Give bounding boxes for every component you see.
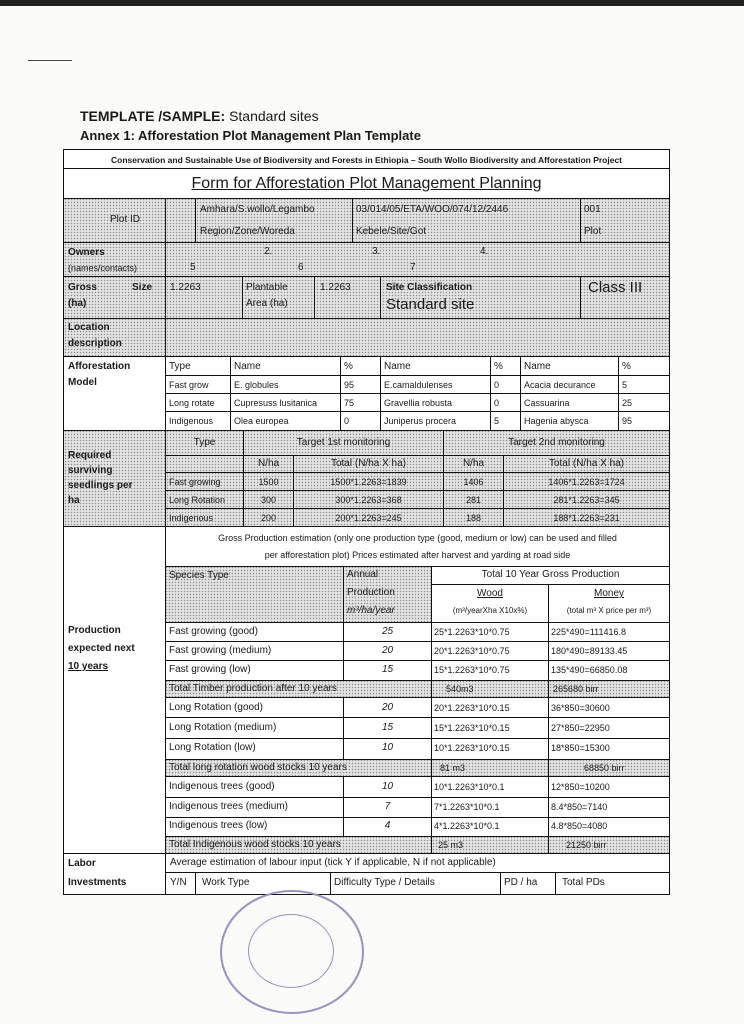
model-row-pct: 25 bbox=[622, 398, 633, 408]
seedlings-row-n1: 300 bbox=[260, 495, 277, 505]
production-total-label: Total long rotation wood stocks 10 years bbox=[169, 762, 347, 773]
wood-header: Wood bbox=[477, 588, 503, 599]
production-money: 225*490=111416.8 bbox=[551, 627, 626, 637]
gross-size-value: 1.2263 bbox=[170, 282, 201, 293]
site-class-label: Site Classification bbox=[386, 282, 473, 293]
official-stamp-inner bbox=[248, 914, 334, 988]
production-wood: 20*1.2263*10*0.15 bbox=[434, 703, 510, 713]
production-annual: 20 bbox=[381, 645, 394, 656]
seedlings-row-type: Fast growing bbox=[169, 477, 221, 487]
model-row-name: E.camaldulenses bbox=[384, 380, 453, 390]
production-annual: 4 bbox=[384, 820, 391, 831]
production-label-2: expected next bbox=[68, 643, 135, 654]
production-species: Indigenous trees (medium) bbox=[169, 801, 288, 812]
production-wood: 15*1.2263*10*0.15 bbox=[434, 723, 510, 733]
model-row-type: Fast grow bbox=[169, 380, 209, 390]
production-annual: 20 bbox=[381, 702, 394, 713]
project-title: Conservation and Sustainable Use of Biodiversity and Forests in Ethiopia – South Wollo Biodiversity and Afforestation Project bbox=[110, 155, 623, 165]
model-type-header: Type bbox=[169, 361, 191, 372]
production-label: Production bbox=[68, 625, 121, 636]
seedlings-row-t1: 300*1.2263=368 bbox=[335, 495, 402, 505]
total-header-1: Total (N/ha X ha) bbox=[330, 458, 407, 469]
production-money: 27*850=22950 bbox=[551, 723, 610, 733]
seedlings-row-t1: 1500*1.2263=1839 bbox=[330, 477, 407, 487]
gross-size-shading bbox=[64, 276, 669, 318]
production-wood: 20*1.2263*10*0.75 bbox=[434, 646, 510, 656]
location-shading bbox=[64, 318, 669, 356]
money-header: Money bbox=[593, 588, 624, 599]
model-name-header-3: Name bbox=[524, 361, 551, 372]
production-species: Indigenous trees (low) bbox=[169, 820, 268, 831]
production-money: 4.8*850=4080 bbox=[551, 821, 608, 831]
plantable-label: Plantable bbox=[246, 282, 288, 293]
production-money: 8.4*850=7140 bbox=[551, 802, 608, 812]
owner-slot-7: 7 bbox=[410, 262, 416, 273]
plot-id-label: Plot ID bbox=[110, 214, 141, 225]
labor-label: Labor bbox=[68, 858, 96, 869]
owner-slot-6: 6 bbox=[298, 262, 304, 273]
seedlings-row-t2: 188*1.2263=231 bbox=[553, 513, 620, 523]
production-annual: 15 bbox=[381, 664, 394, 675]
production-annual: 25 bbox=[381, 626, 394, 637]
kebele-label: Kebele/Site/Got bbox=[356, 226, 427, 237]
owner-slot-4: 4. bbox=[480, 246, 489, 257]
model-row-pct: 0 bbox=[494, 380, 500, 390]
model-row-name: Cassuarina bbox=[524, 398, 570, 408]
form-title: Form for Afforestation Plot Management Planning bbox=[191, 175, 542, 192]
total-production-header: Total 10 Year Gross Production bbox=[481, 569, 620, 580]
production-intro-1: Gross Production estimation (only one production type (good, medium or low) can be used and filled bbox=[218, 533, 617, 543]
production-money: 135*490=66850.08 bbox=[551, 665, 628, 675]
production-species: Long Rotation (low) bbox=[169, 742, 256, 753]
production-money: 12*850=10200 bbox=[551, 782, 610, 792]
model-pct-header-1: % bbox=[344, 361, 353, 372]
target-1-header: Target 1st monitoring bbox=[296, 437, 391, 448]
seedlings-label-4: ha bbox=[68, 495, 80, 506]
production-money: 180*490=89133.45 bbox=[551, 646, 628, 656]
production-wood: 7*1.2263*10*0.1 bbox=[434, 802, 500, 812]
annual-header-2: Production bbox=[347, 587, 395, 598]
kebele-value: 03/014/05/ETA/WOO/074/12/2446 bbox=[356, 204, 509, 215]
production-wood: 10*1.2263*10*0.1 bbox=[434, 782, 505, 792]
owners-sublabel: (names/contacts) bbox=[68, 263, 138, 273]
plantable-value: 1.2263 bbox=[320, 282, 351, 293]
seedlings-row-t2: 1406*1.2263=1724 bbox=[548, 477, 625, 487]
model-row-type: Indigenous bbox=[169, 416, 214, 426]
seedlings-label-3: seedlings per bbox=[68, 480, 133, 491]
owner-slot-5: 5 bbox=[190, 262, 196, 273]
location-label: Location bbox=[68, 322, 110, 333]
target-2-header: Target 2nd monitoring bbox=[508, 437, 605, 448]
model-pct-header-3: % bbox=[622, 361, 631, 372]
model-row-pct: 5 bbox=[494, 416, 500, 426]
production-intro-2: per afforestation plot) Prices estimated after harvest and yarding at road side bbox=[264, 550, 571, 560]
labor-col-difficulty: Difficulty Type / Details bbox=[334, 877, 435, 888]
seedlings-row-n2: 1406 bbox=[463, 477, 484, 487]
model-row-name: E. globules bbox=[234, 380, 279, 390]
annual-header: Annual bbox=[347, 569, 379, 580]
model-row-name: Juniperus procera bbox=[384, 416, 457, 426]
gross-unit-label: (ha) bbox=[68, 298, 87, 309]
template-heading: TEMPLATE /SAMPLE: Standard sites bbox=[80, 108, 319, 124]
seedlings-label: Required bbox=[68, 450, 112, 461]
gross-label: Gross bbox=[68, 282, 97, 293]
labor-col-total-pds: Total PDs bbox=[562, 877, 605, 888]
seedlings-row-t2: 281*1.2263=345 bbox=[553, 495, 620, 505]
model-row-name: Hagenia abysca bbox=[524, 416, 589, 426]
production-wood: 25*1.2263*10*0.75 bbox=[434, 627, 510, 637]
production-wood: 10*1.2263*10*0.15 bbox=[434, 743, 510, 753]
model-row-pct: 95 bbox=[622, 416, 633, 426]
seedlings-row-t1: 200*1.2263=245 bbox=[335, 513, 402, 523]
production-money: 18*850=15300 bbox=[551, 743, 610, 753]
model-row-name: Cupresuss lusitanica bbox=[234, 398, 318, 408]
production-species: Fast growing (low) bbox=[169, 664, 251, 675]
plot-label: Plot bbox=[584, 226, 602, 237]
production-species: Long Rotation (good) bbox=[169, 702, 263, 713]
total-header-2: Total (N/ha X ha) bbox=[548, 458, 625, 469]
labor-label-2: Investments bbox=[68, 877, 127, 888]
production-total-label: Total Indigenous wood stocks 10 years bbox=[169, 839, 341, 850]
production-label-3: 10 years bbox=[68, 661, 109, 672]
region-value: Amhara/S.wollo/Legambo bbox=[200, 204, 315, 215]
production-total-money: 265680 birr bbox=[553, 684, 599, 694]
production-species: Long Rotation (medium) bbox=[169, 722, 277, 733]
production-annual: 15 bbox=[381, 722, 394, 733]
class-value: Class III bbox=[588, 279, 643, 296]
nha-header-1: N/ha bbox=[257, 458, 280, 469]
site-class-value: Standard site bbox=[386, 296, 475, 313]
production-annual: 10 bbox=[381, 781, 394, 792]
seedlings-row-n1: 200 bbox=[260, 513, 277, 523]
region-label: Region/Zone/Woreda bbox=[200, 226, 295, 237]
gross-size-label: Size bbox=[132, 282, 153, 293]
production-annual: 10 bbox=[381, 742, 394, 753]
seedlings-row-type: Long Rotation bbox=[169, 495, 226, 505]
model-name-header-1: Name bbox=[234, 361, 261, 372]
plot-value: 001 bbox=[584, 204, 601, 215]
production-total-money: 68850 birr bbox=[584, 763, 625, 773]
species-type-header: Species Type bbox=[169, 570, 229, 581]
model-row-type: Long rotate bbox=[169, 398, 215, 408]
production-total-label: Total Timber production after 10 years bbox=[169, 683, 337, 694]
production-total-money: 21250 birr bbox=[566, 840, 607, 850]
production-wood: 4*1.2263*10*0.1 bbox=[434, 821, 500, 831]
annual-header-3: m³/ha/year bbox=[347, 605, 395, 616]
production-annual: 7 bbox=[384, 801, 391, 812]
labor-col-yn: Y/N bbox=[170, 877, 187, 888]
owners-label: Owners bbox=[68, 247, 105, 258]
production-money: 36*850=30600 bbox=[551, 703, 610, 713]
seedlings-label-2: surviving bbox=[68, 465, 113, 476]
labor-intro: Average estimation of labour input (tick Y if applicable, N if not applicable) bbox=[170, 857, 496, 868]
labor-col-pd-ha: PD / ha bbox=[504, 877, 538, 888]
production-species: Indigenous trees (good) bbox=[169, 781, 275, 792]
owner-slot-3: 3. bbox=[372, 246, 381, 257]
model-row-name: Gravellia robusta bbox=[384, 398, 453, 408]
nha-header-2: N/ha bbox=[462, 458, 485, 469]
scan-edge bbox=[0, 0, 744, 6]
production-total-wood: 540m3 bbox=[446, 684, 474, 694]
model-row-pct: 75 bbox=[344, 398, 355, 408]
production-total-wood: 25 m3 bbox=[438, 840, 464, 850]
production-species: Fast growing (medium) bbox=[169, 645, 272, 656]
labor-col-work-type: Work Type bbox=[202, 877, 250, 888]
model-row-pct: 95 bbox=[344, 380, 355, 390]
owner-slot-2: 2. bbox=[264, 246, 273, 257]
model-row-pct: 0 bbox=[344, 416, 350, 426]
location-label-2: description bbox=[68, 338, 122, 349]
model-row-name: Olea europea bbox=[234, 416, 289, 426]
seedlings-row-type: Indigenous bbox=[169, 513, 214, 523]
model-row-pct: 5 bbox=[622, 380, 628, 390]
pen-mark bbox=[28, 60, 72, 61]
model-label: Afforestation bbox=[68, 361, 131, 372]
seedlings-row-n1: 1500 bbox=[258, 477, 279, 487]
model-row-pct: 0 bbox=[494, 398, 500, 408]
model-pct-header-2: % bbox=[494, 361, 503, 372]
model-name-header-2: Name bbox=[384, 361, 411, 372]
model-label-2: Model bbox=[68, 377, 97, 388]
annex-heading: Annex 1: Afforestation Plot Management Plan Template bbox=[80, 128, 421, 143]
money-header-2: (total m³ X price per m³) bbox=[566, 606, 652, 615]
seedlings-row-n2: 281 bbox=[465, 495, 482, 505]
plantable-label-2: Area (ha) bbox=[246, 298, 288, 309]
seedlings-type-header: Type bbox=[193, 437, 216, 448]
production-total-wood: 81 m3 bbox=[440, 763, 466, 773]
model-row-name: Acacia decurance bbox=[524, 380, 596, 390]
production-wood: 15*1.2263*10*0.75 bbox=[434, 665, 510, 675]
seedlings-row-n2: 188 bbox=[465, 513, 482, 523]
production-species: Fast growing (good) bbox=[169, 626, 258, 637]
wood-header-2: (m³/yearXha X10x%) bbox=[452, 606, 528, 615]
